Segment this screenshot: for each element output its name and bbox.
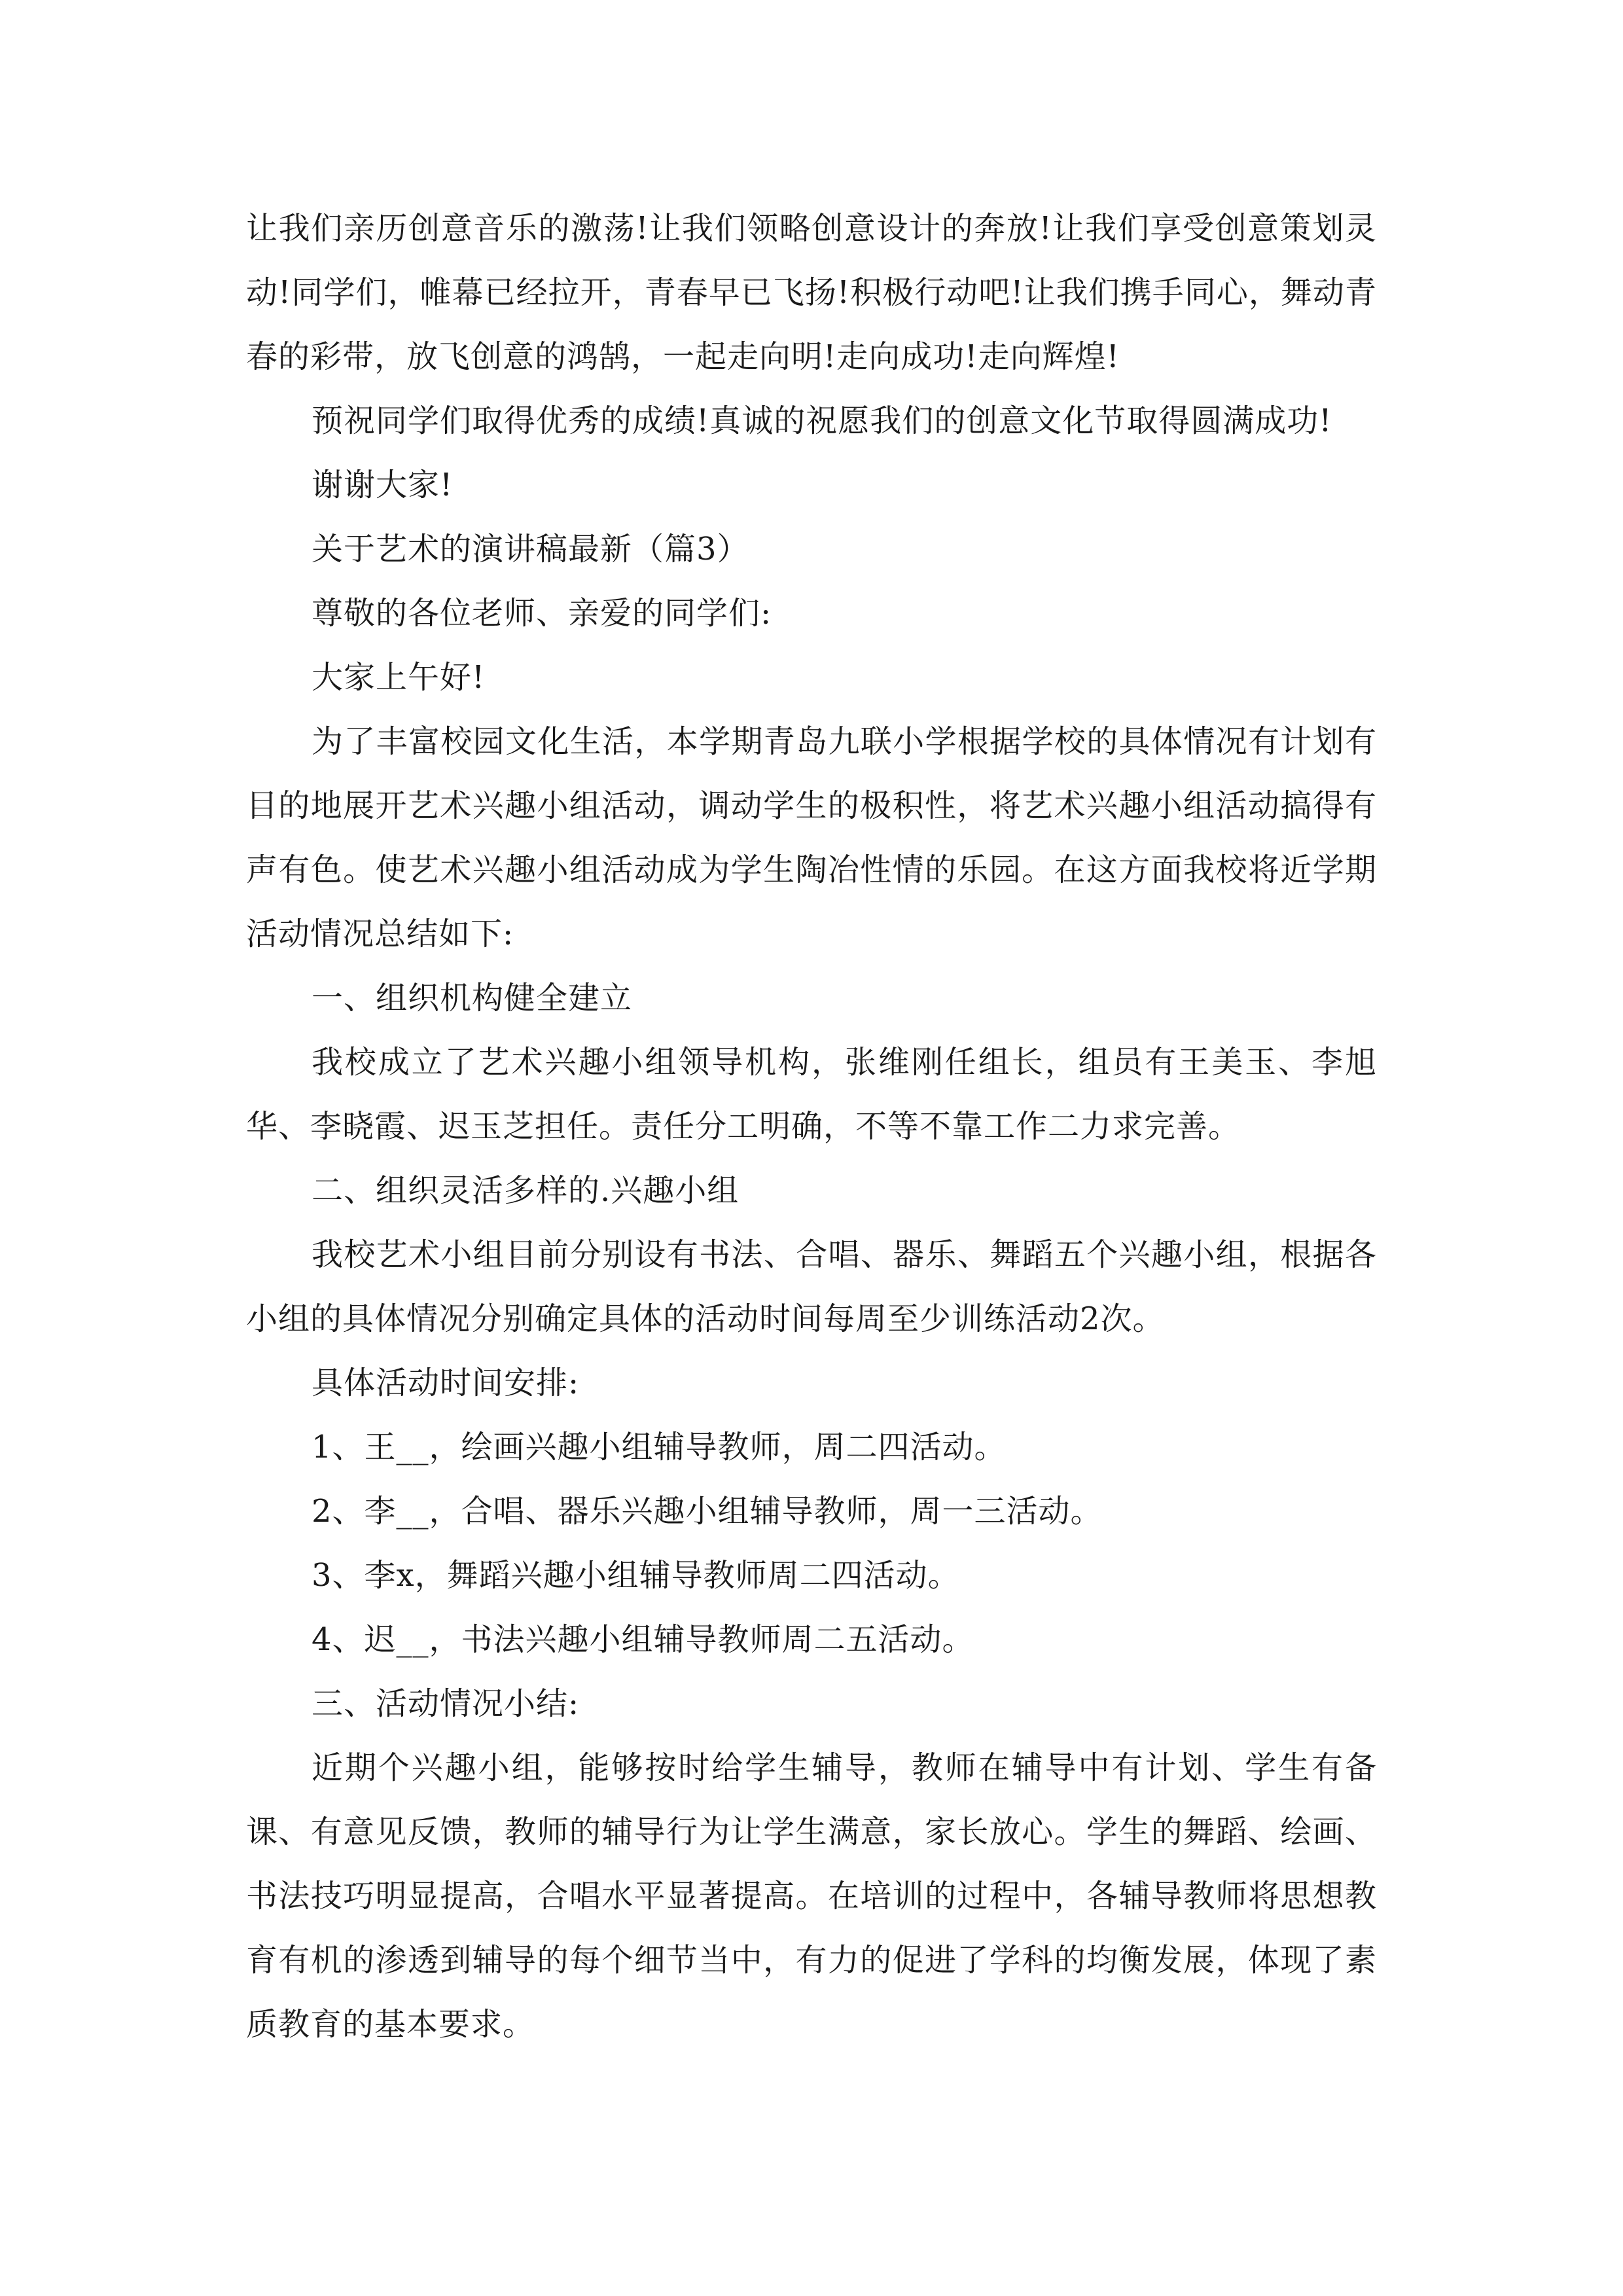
paragraph-salutation: 尊敬的各位老师、亲爱的同学们: bbox=[312, 595, 772, 632]
schedule-item: 4、迟__，书法兴趣小组辅导教师周二五活动。 bbox=[312, 1621, 974, 1658]
paragraph-intro: 为了丰富校园文化生活，本学期青岛九联小学根据学校的具体情况有计划有目的地展开艺术兴趣小组活动，调动学生的极积性，将艺术兴趣小组活动搞得有声有色。使艺术兴趣小组活动成为学生陶冶性情的乐园。在这方面我校将近学期活动情况总结如下: bbox=[246, 723, 1377, 952]
heading-summary: 三、活动情况小结: bbox=[312, 1685, 580, 1722]
heading-schedule: 具体活动时间安排: bbox=[312, 1365, 580, 1401]
section-title: 关于艺术的演讲稿最新（篇3） bbox=[312, 531, 749, 567]
paragraph-wishes: 预祝同学们取得优秀的成绩!真诚的祝愿我们的创意文化节取得圆满成功! bbox=[312, 403, 1332, 439]
paragraph-organization: 我校成立了艺术兴趣小组领导机构，张维刚任组长，组员有王美玉、李旭华、李晓霞、迟玉芝担任。责任分工明确，不等不靠工作二力求完善。 bbox=[246, 1044, 1377, 1145]
schedule-item: 2、李__，合唱、器乐兴趣小组辅导教师，周一三活动。 bbox=[312, 1493, 1103, 1530]
schedule-item: 3、李x，舞蹈兴趣小组辅导教师周二四活动。 bbox=[312, 1557, 960, 1594]
heading-organization: 一、组织机构健全建立 bbox=[312, 980, 633, 1016]
paragraph-thanks: 谢谢大家! bbox=[312, 467, 454, 503]
heading-groups: 二、组织灵活多样的.兴趣小组 bbox=[312, 1172, 740, 1209]
paragraph-groups: 我校艺术小组目前分别设有书法、合唱、器乐、舞蹈五个兴趣小组，根据各小组的具体情况分别确定具体的活动时间每周至少训练活动2次。 bbox=[246, 1236, 1377, 1337]
document-body bbox=[246, 196, 1377, 2056]
paragraph-summary: 近期个兴趣小组，能够按时给学生辅导，教师在辅导中有计划、学生有备课、有意见反馈，教师的辅导行为让学生满意，家长放心。学生的舞蹈、绘画、书法技巧明显提高，合唱水平显著提高。在培训的过程中，各辅导教师将思想教育有机的渗透到辅导的每个细节当中，有力的促进了学科的均衡发展，体现了素质教育的基本要求。 bbox=[246, 1749, 1377, 2043]
schedule-item: 1、王__，绘画兴趣小组辅导教师，周二四活动。 bbox=[312, 1429, 1007, 1465]
paragraph-greeting: 大家上午好! bbox=[312, 659, 486, 696]
paragraph-closing-continuation: 让我们亲历创意音乐的激荡!让我们领略创意设计的奔放!让我们享受创意策划灵动!同学们，帷幕已经拉开，青春早已飞扬!积极行动吧!让我们携手同心，舞动青春的彩带，放飞创意的鸿鹄，一起走向明!走向成功!走向辉煌! bbox=[246, 210, 1377, 375]
